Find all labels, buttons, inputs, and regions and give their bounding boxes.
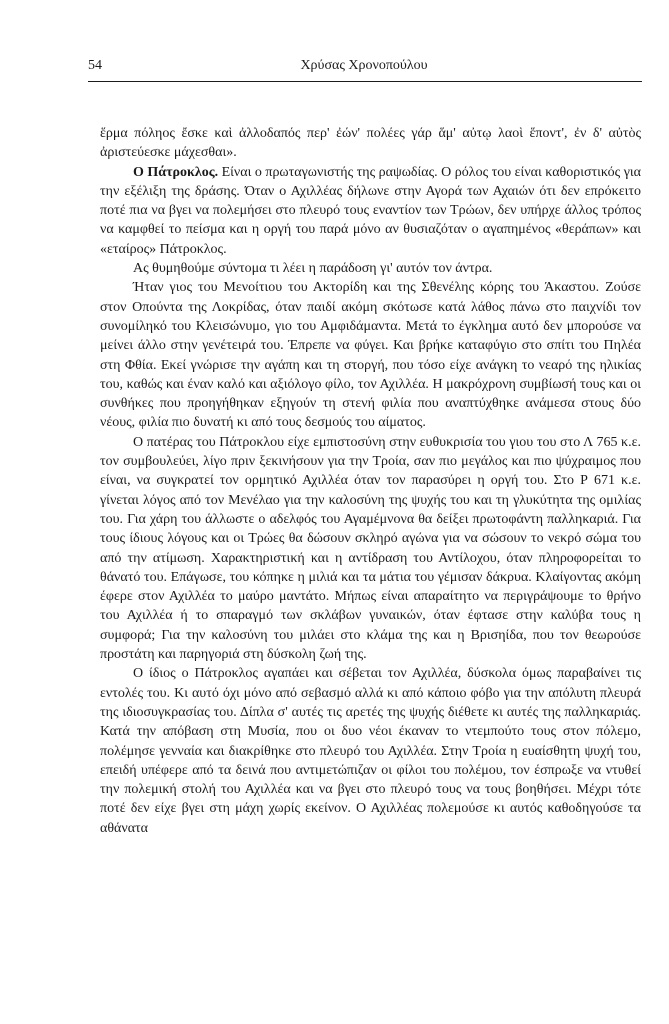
paragraph-heading: Ο Πάτροκλος. (133, 164, 219, 180)
paragraph-text: Ας θυμηθούμε σύντομα τι λέει η παράδοση γι' αυτόν τον άντρα. (133, 261, 493, 277)
running-head: Χρύσας Χρονοπούλου (300, 58, 428, 73)
page-body (100, 124, 641, 838)
paragraph-respect (100, 664, 641, 838)
page-number: 54 (88, 58, 102, 73)
paragraph-text: ἕρμα πόληος ἔσκε καὶ ἀλλοδαπός περ' ἐών' πολέες γάρ ἅμ' αὐτῳ λαοὶ ἕποντ', ἐν δ' αὐτὸς ἀριστεύεσκε μάχεσθαι». (100, 126, 641, 161)
paragraph-text: Είναι ο πρωταγωνιστής της ραψωδίας. Ο ρόλος του είναι καθοριστικός για την εξέλιξη της δράσης. Όταν ο Αχιλλέας δήλωνε στην Αγορά των Αχαιών ότι δεν επρόκειτο ποτέ πια να βγει να πολεμήσει στο πλευρό τους εναντίον των Τρώων, δεν υπήρχε άλλος τρόπος να καμφθεί το πείσμα και η οργή του παρά μόνο αν θυσιαζόταν ο αγαπημένος «θεράπων» και «εταίρος» Πάτροκλος. (100, 164, 642, 257)
paragraph-tradition (100, 259, 641, 278)
paragraph-patroklos-intro (100, 163, 641, 259)
paragraph-text: Ο πατέρας του Πάτροκλου είχε εμπιστοσύνη στην ευθυκρισία του γιου του στο Λ 765 κ.ε. τον συμβουλεύει, λίγο πριν ξεκινήσουν για την Τροία, σαν πιο μεγάλος και πιο ψύχραιμος που είναι, να συγκρατεί τον ορμητικό Αχιλλέα όταν τον παρασύρει η οργή του. Στο Ρ 671 κ.ε. γίνεται λόγος από τον Μενέλαο για την καλοσύνη της ψυχής του και τη γλυκύτητα της ομιλίας του. Για χάρη του άλλωστε ο αδελφός του Αγαμέμνονα θα δείξει πρωτοφάντη παλληκαριά. Για τους ίδιους λόγους και οι Τρώες θα δώσουν σκληρό αγώνα για να σώσουν το νεκρό σώμα του από την ατίμωση. Χαρακτηριστική και η αντίδραση του Αντίλοχου, όταν πληροφορείται το θάνατό του. Επάγωσε, του κόπηκε η μιλιά και τα μάτια του γέμισαν δάκρυα. Κλαίγοντας ακόμη έφερε στον Αχιλλέα το μαύρο μαντάτο. Μήπως είναι απαραίτητο να περιγράψουμε το θρήνο του Αχιλλέα ή το σπαραγμό των σκλάβων γυναικών, όταν έφτασε στην καλύβα τους η συμφορά; Για την καλοσύνη του μιλάει στο κλάμα της και η Βρισηίδα, που τον θεωρούσε προστάτη και παρηγοριά στη δύσκολη ζωή της. (100, 434, 641, 663)
paragraph-origins (100, 278, 641, 432)
page-header (88, 58, 640, 80)
paragraph-text: Ήταν γιος του Μενοίτιου του Ακτορίδη και της Σθενέλης κόρης του Άκαστου. Ζούσε στον Οπούντα της Λοκρίδας, όταν παιδί ακόμη σκότωσε κατά λάθος πάνω στο παιχνίδι τον συνομίληκό του Κλεισώνυμο, γιο του Αμφιδάμαντα. Μετά το έγκλημα αυτό δεν μπορούσε να μείνει άλλο στην γενέτειρά του. Έπρεπε να φύγει. Και βρήκε καταφύγιο στο σπίτι του Πηλέα στη Φθία. Εκεί γνώρισε την αγάπη και τη στοργή, που τόσο είχε ανάγκη το νεαρό της ηλικίας του, καθώς και έναν καλό και αξιόλογο φίλο, τον Αχιλλέα. Η μακρόχρονη συμβίωσή τους και οι συνθήκες που προηγήθηκαν εξηγούν τη στενή φιλία που αναπτύχθηκε ανάμεσα στους δύο νέους, φιλία πιο δυνατή κι από τους δεσμούς του αίματος. (100, 280, 641, 431)
paragraph-text: Ο ίδιος ο Πάτροκλος αγαπάει και σέβεται τον Αχιλλέα, δύσκολα όμως παραβαίνει τις εντολές του. Κι αυτό όχι μόνο από σεβασμό αλλά κι από κάποιο φόβο για την απόλυτη πλευρά της ιδιοσυγκρασίας του. Δίπλα σ' αυτές τις αρετές της ψυχής διέθετε κι αυτές της παλληκαριάς. Κατά την απόβαση στη Μυσία, που οι δυο νέοι έκαναν το ντεμπούτο τους στον πόλεμο, πολέμησε γενναία και διακρίθηκε στο πλευρό του Αχιλλέα. Στην Τροία η ευαίσθητη ψυχή του, επειδή υπέφερε από τα δεινά που αντιμετώπιζαν οι φίλοι του πολέμου, τον έσπρωξε να ντυθεί την πολεμική στολή του Αχιλλέα και να βγει στο πλευρό τους να τους βοηθήσει. Μέχρι τότε ποτέ δεν είχε βγει στη μάχη χωρίς εκείνον. Ο Αχιλλέας πολεμούσε κι αυτός καθοδηγούσε τα αθάνατα (100, 666, 641, 836)
paragraph-father (100, 433, 641, 665)
header-rule (88, 81, 642, 82)
paragraph-quote (100, 124, 641, 163)
